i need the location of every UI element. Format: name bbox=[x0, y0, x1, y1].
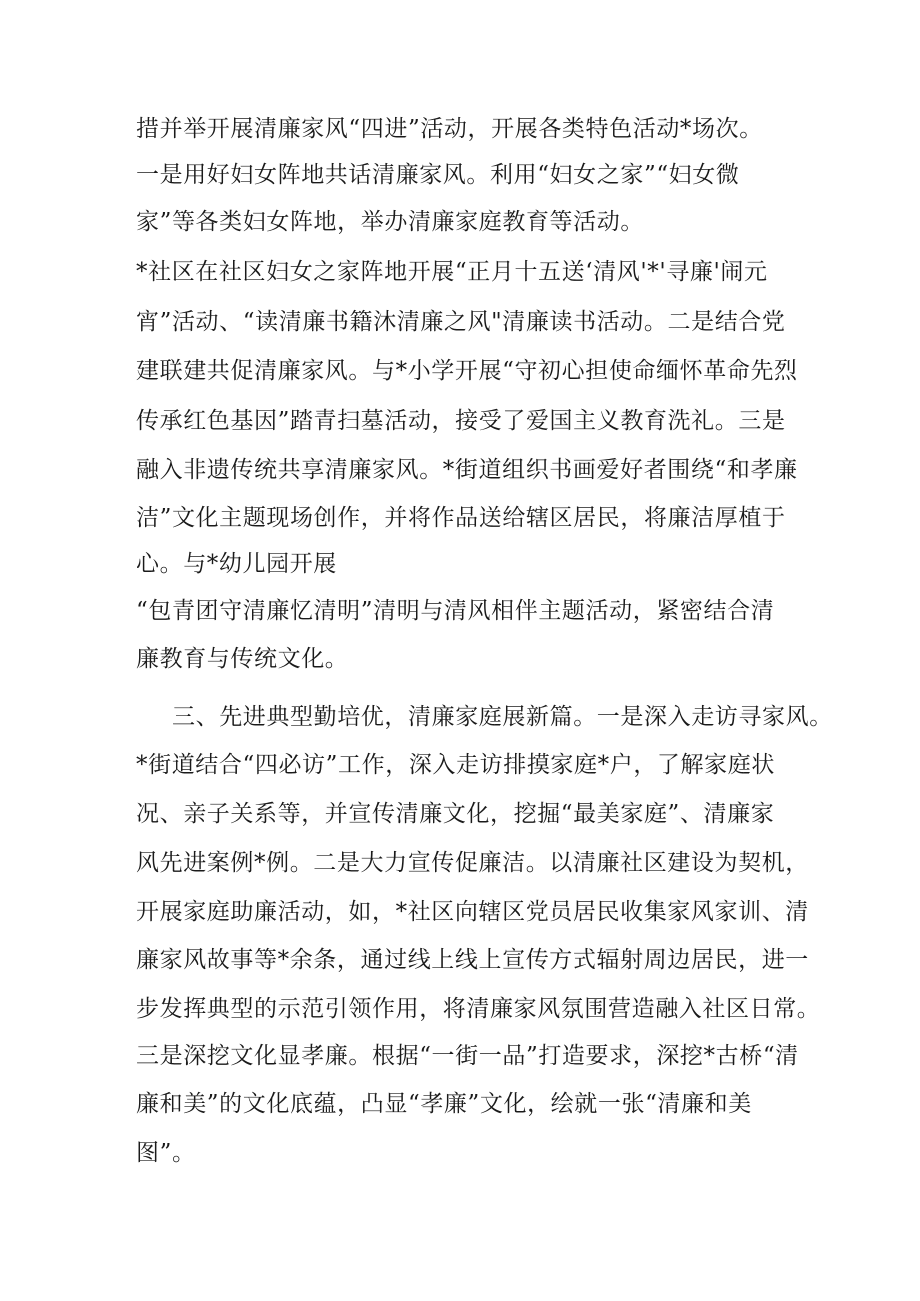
text-line: 措并举开展清廉家风“四进”活动，开展各类特色活动*场次。 bbox=[136, 116, 763, 142]
text-line: 步发挥典型的示范引领作用，将清廉家风氛围营造融入社区日常。 bbox=[136, 996, 821, 1022]
text-line: 三是深挖文化显孝廉。根据“一街一品”打造要求，深挖*古桥“清 bbox=[136, 1043, 799, 1069]
text-line: 一是用好妇女阵地共话清廉家风。利用“妇女之家”“妇女微 bbox=[136, 162, 740, 188]
text-line: 融入非遗传统共享清廉家风。*街道组织书画爱好者围绕“和孝廉 bbox=[136, 457, 798, 483]
text-line: *街道结合“四必访”工作，深入走访排摸家庭*户，了解家庭状 bbox=[136, 752, 775, 778]
text-line: 心。与*幼儿园开展 bbox=[136, 551, 337, 577]
text-line: 廉教育与传统文化。 bbox=[136, 646, 349, 672]
section-heading-line: 三、先进典型勤培优，清廉家庭展新篇。一是深入走访寻家风。 bbox=[172, 704, 833, 730]
text-line: 风先进案例*例。二是大力宣传促廉洁。以清廉社区建设为契机， bbox=[136, 850, 809, 876]
text-line: “包青团守清廉忆清明”清明与清风相伴主题活动，紧密结合清 bbox=[136, 598, 775, 624]
text-line: 廉家风故事等*余条，通过线上线上宣传方式辐射周边居民，进一 bbox=[136, 947, 809, 973]
text-line: 宵”活动、“读清廉书籍沐清廉之风"清廉读书活动。二是结合党 bbox=[136, 309, 786, 335]
text-line: 家”等各类妇女阵地，举办清廉家庭教育等活动。 bbox=[136, 209, 644, 235]
text-line: 况、亲子关系等，并宣传清廉文化，挖掘“最美家庭”、清廉家 bbox=[136, 801, 775, 827]
text-line: 建联建共促清廉家风。与*小学开展“守初心担使命缅怀革命先烈 bbox=[136, 358, 798, 384]
text-line: 图”。 bbox=[136, 1140, 196, 1166]
text-line: 洁”文化主题现场创作，并将作品送给辖区居民，将廉洁厚植于 bbox=[136, 505, 786, 531]
text-line: 开展家庭助廉活动，如，*社区向辖区党员居民收集家风家训、清 bbox=[136, 899, 809, 925]
text-line: 廉和美”的文化底蕴，凸显“孝廉”文化，绘就一张“清廉和美 bbox=[136, 1091, 752, 1117]
text-line: *社区在社区妇女之家阵地开展“正月十五送‘清风'*'寻廉'闹元 bbox=[136, 259, 768, 285]
text-line: 传承红色基因”踏青扫墓活动，接受了爱国主义教育洗礼。三是 bbox=[136, 408, 786, 434]
